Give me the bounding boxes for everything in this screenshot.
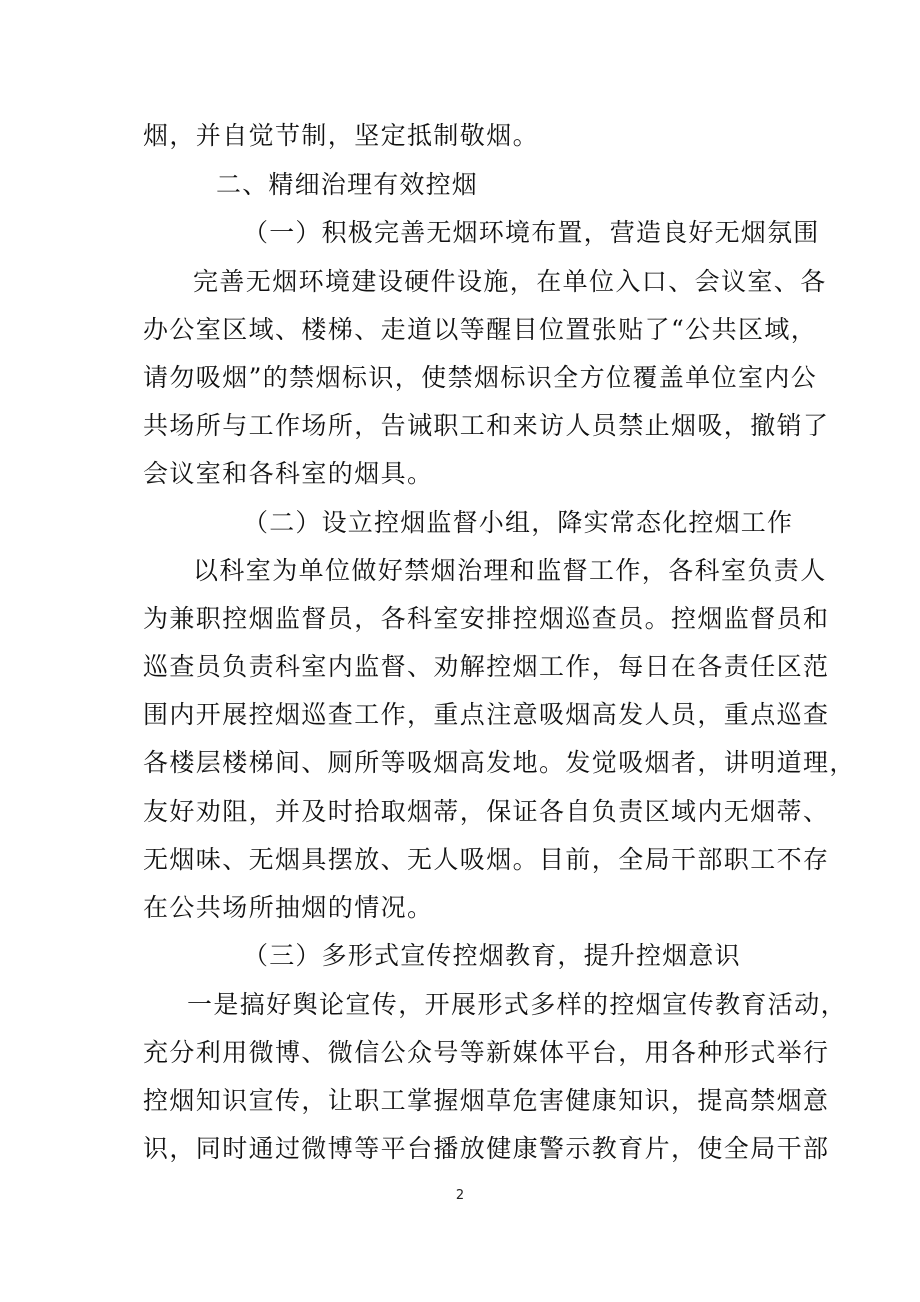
paragraph-line: 充分利用微博、微信公众号等新媒体平台，用各种形式举行 bbox=[143, 1038, 830, 1067]
paragraph-line: 为兼职控烟监督员，各科室安排控烟巡查员。控烟监督员和 bbox=[143, 604, 830, 633]
paragraph-line: 完善无烟环境建设硬件设施，在单位入口、会议室、各 bbox=[193, 267, 827, 296]
page-number: 2 bbox=[455, 1188, 465, 1203]
paragraph-line: 办公室区域、楼梯、走道以等醒目位置张贴了“公共区域， bbox=[143, 315, 818, 344]
paragraph-line: 各楼层楼梯间、厕所等吸烟高发地。发觉吸烟者，讲明道理， bbox=[143, 748, 856, 777]
subsection-heading: （三）多形式宣传控烟教育，提升控烟意识 bbox=[243, 941, 741, 970]
paragraph-line: 围内开展控烟巡查工作，重点注意吸烟高发人员，重点巡查 bbox=[143, 700, 830, 729]
paragraph-line: 请勿吸烟”的禁烟标识，使禁烟标识全方位覆盖单位室内公 bbox=[143, 363, 818, 392]
subsection-heading: （二）设立控烟监督小组，降实常态化控烟工作 bbox=[243, 508, 794, 537]
paragraph-line: 共场所与工作场所，告诫职工和来访人员禁止烟吸，撤销了 bbox=[143, 411, 830, 440]
section-heading: 二、精细治理有效控烟 bbox=[216, 170, 479, 199]
paragraph-line: 烟，并自觉节制，坚定抵制敬烟。 bbox=[143, 121, 540, 150]
paragraph-line: 在公共场所抽烟的情况。 bbox=[143, 893, 434, 922]
paragraph-line: 巡查员负责科室内监督、劝解控烟工作，每日在各责任区范 bbox=[143, 652, 830, 681]
paragraph-line: 友好劝阻，并及时拾取烟蒂，保证各自负责区域内无烟蒂、 bbox=[143, 797, 830, 826]
paragraph-line: 识，同时通过微博等平台播放健康警示教育片，使全局干部 bbox=[143, 1134, 830, 1163]
paragraph-line: 一是搞好舆论宣传，开展形式多样的控烟宣传教育活动， bbox=[187, 990, 848, 1019]
paragraph-line: 会议室和各科室的烟具。 bbox=[143, 459, 434, 488]
subsection-heading: （一）积极完善无烟环境布置，营造良好无烟氛围 bbox=[243, 218, 820, 247]
paragraph-line: 控烟知识宣传，让职工掌握烟草危害健康知识，提高禁烟意 bbox=[143, 1086, 830, 1115]
paragraph-line: 以科室为单位做好禁烟治理和监督工作，各科室负责人 bbox=[193, 556, 827, 585]
paragraph-line: 无烟味、无烟具摆放、无人吸烟。目前，全局干部职工不存 bbox=[143, 845, 830, 874]
